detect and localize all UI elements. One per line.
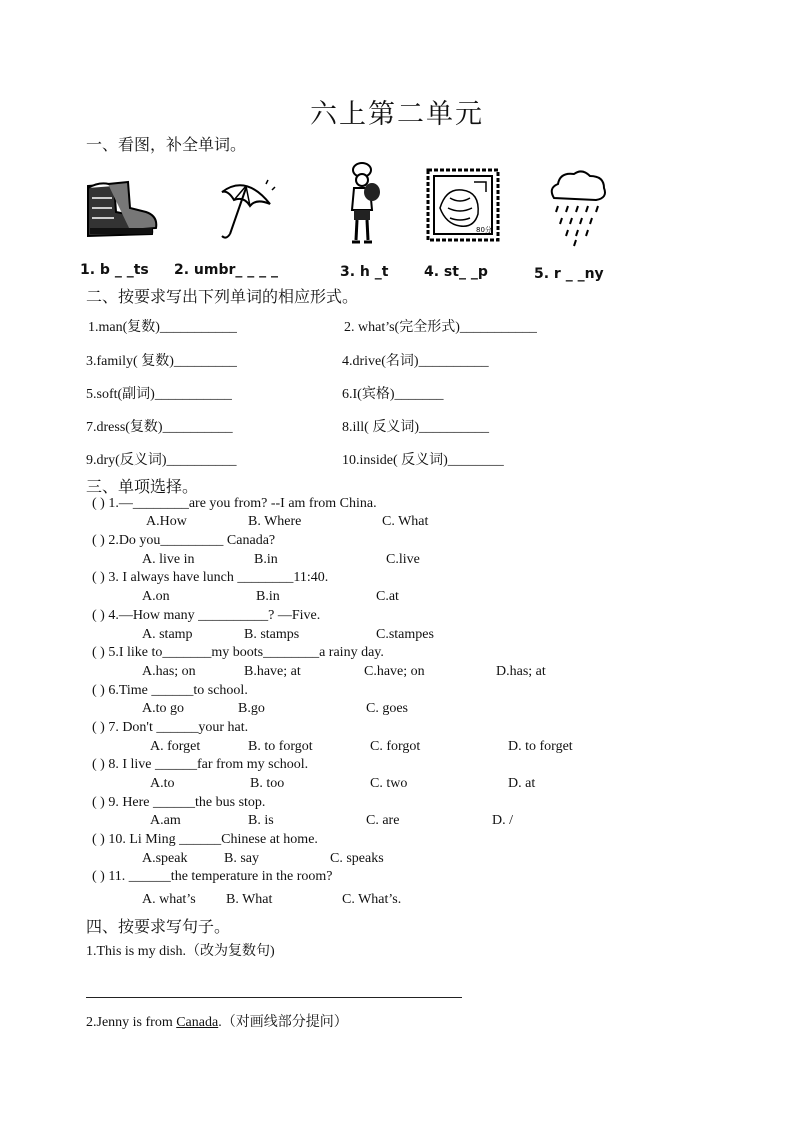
word-form-4: 4.drive(名词)__________ <box>342 354 489 369</box>
q2-option-c: C.live <box>386 552 420 567</box>
question-7: ( ) 7. Don't ______your hat. <box>92 720 249 735</box>
q7-option-b: B. to forgot <box>248 739 313 754</box>
q9-option-c: C. are <box>366 813 400 828</box>
q2-option-a: A. live in <box>142 552 195 567</box>
sentence-task-2-suffix: .（对画线部分提问） <box>218 1015 348 1030</box>
word-form-5: 5.soft(副词)___________ <box>86 387 232 402</box>
q6-option-c: C. goes <box>366 701 408 716</box>
q1-option-b: B. Where <box>248 514 302 529</box>
rain-cloud-icon <box>546 168 608 248</box>
q7-option-c: C. forgot <box>370 739 421 754</box>
question-8: ( ) 8. I live ______far from my school. <box>92 757 309 772</box>
q7-option-a: A. forget <box>150 739 201 754</box>
picture-word-5: 5. r _ _ny <box>534 266 604 282</box>
picture-word-4: 4. st_ _p <box>424 264 488 280</box>
q4-option-c: C.stampes <box>376 627 434 642</box>
q8-option-a: A.to <box>150 776 175 791</box>
q3-option-a: A.on <box>142 589 170 604</box>
q9-option-b: B. is <box>248 813 274 828</box>
q8-option-b: B. too <box>250 776 285 791</box>
q1-option-c: C. What <box>382 514 429 529</box>
word-form-1: 1.man(复数)___________ <box>88 320 237 335</box>
underlined-word: Canada <box>176 1015 219 1030</box>
section-3-heading: 三、单项选择。 <box>86 477 199 496</box>
q1-option-a: A.How <box>146 514 187 529</box>
sentence-task-2 <box>86 1011 348 1031</box>
q5-option-a: A.has; on <box>142 664 196 679</box>
sentence-task-1: 1.This is my dish.（改为复数句) <box>86 944 275 959</box>
question-5: ( ) 5.I like to_______my boots________a rainy day. <box>92 645 384 660</box>
q5-option-d: D.has; at <box>496 664 546 679</box>
sentence-task-2-prefix: 2.Jenny is from <box>86 1015 177 1030</box>
q10-option-b: B. say <box>224 851 259 866</box>
q9-option-a: A.am <box>150 813 181 828</box>
svg-text:80分: 80分 <box>476 226 492 234</box>
word-form-10: 10.inside( 反义词)________ <box>342 453 504 468</box>
question-9: ( ) 9. Here ______the bus stop. <box>92 795 266 810</box>
q5-option-b: B.have; at <box>244 664 301 679</box>
picture-word-2: 2. umbr_ _ _ _ <box>174 262 279 278</box>
question-2: ( ) 2.Do you_________ Canada? <box>92 533 276 548</box>
q2-option-b: B.in <box>254 552 278 567</box>
word-form-3: 3.family( 复数)_________ <box>86 354 237 369</box>
q4-option-a: A. stamp <box>142 627 193 642</box>
answer-line <box>86 997 462 998</box>
word-form-2: 2. what’s(完全形式)___________ <box>344 320 537 335</box>
q4-option-b: B. stamps <box>244 627 300 642</box>
word-form-6: 6.I(宾格)_______ <box>342 387 444 402</box>
boots-icon <box>84 178 160 242</box>
q3-option-c: C.at <box>376 589 399 604</box>
q11-option-c: C. What’s. <box>342 892 402 907</box>
q6-option-a: A.to go <box>142 701 184 716</box>
word-form-7: 7.dress(复数)__________ <box>86 420 233 435</box>
q8-option-c: C. two <box>370 776 408 791</box>
question-6: ( ) 6.Time ______to school. <box>92 683 248 698</box>
picture-word-3: 3. h _t <box>340 264 389 280</box>
question-11: ( ) 11. ______the temperature in the room? <box>92 869 333 884</box>
stamp-icon <box>426 168 500 242</box>
q8-option-d: D. at <box>508 776 536 791</box>
word-form-8: 8.ill( 反义词)__________ <box>342 420 489 435</box>
q7-option-d: D. to forget <box>508 739 573 754</box>
section-4-heading: 四、按要求写句子。 <box>86 917 231 936</box>
q3-option-b: B.in <box>256 589 280 604</box>
page-title: 六上第二单元 <box>310 99 484 130</box>
q10-option-c: C. speaks <box>330 851 384 866</box>
q11-option-b: B. What <box>226 892 273 907</box>
word-form-9: 9.dry(反义词)__________ <box>86 453 237 468</box>
question-3: ( ) 3. I always have lunch ________11:40. <box>92 570 329 585</box>
question-10: ( ) 10. Li Ming ______Chinese at home. <box>92 832 318 847</box>
hat-person-icon <box>344 160 384 246</box>
umbrella-icon <box>216 178 276 242</box>
q9-option-d: D. / <box>492 813 513 828</box>
q11-option-a: A. what’s <box>142 892 196 907</box>
q5-option-c: C.have; on <box>364 664 425 679</box>
question-4: ( ) 4.—How many __________? —Five. <box>92 608 321 623</box>
q10-option-a: A.speak <box>142 851 188 866</box>
section-2-heading: 二、按要求写出下列单词的相应形式。 <box>86 287 359 306</box>
picture-word-1: 1. b _ _ts <box>80 262 149 278</box>
section-1-heading: 一、看图，补全单词。 <box>86 135 247 154</box>
q6-option-b: B.go <box>238 701 265 716</box>
question-1: ( ) 1.—________are you from? --I am from China. <box>92 496 377 511</box>
